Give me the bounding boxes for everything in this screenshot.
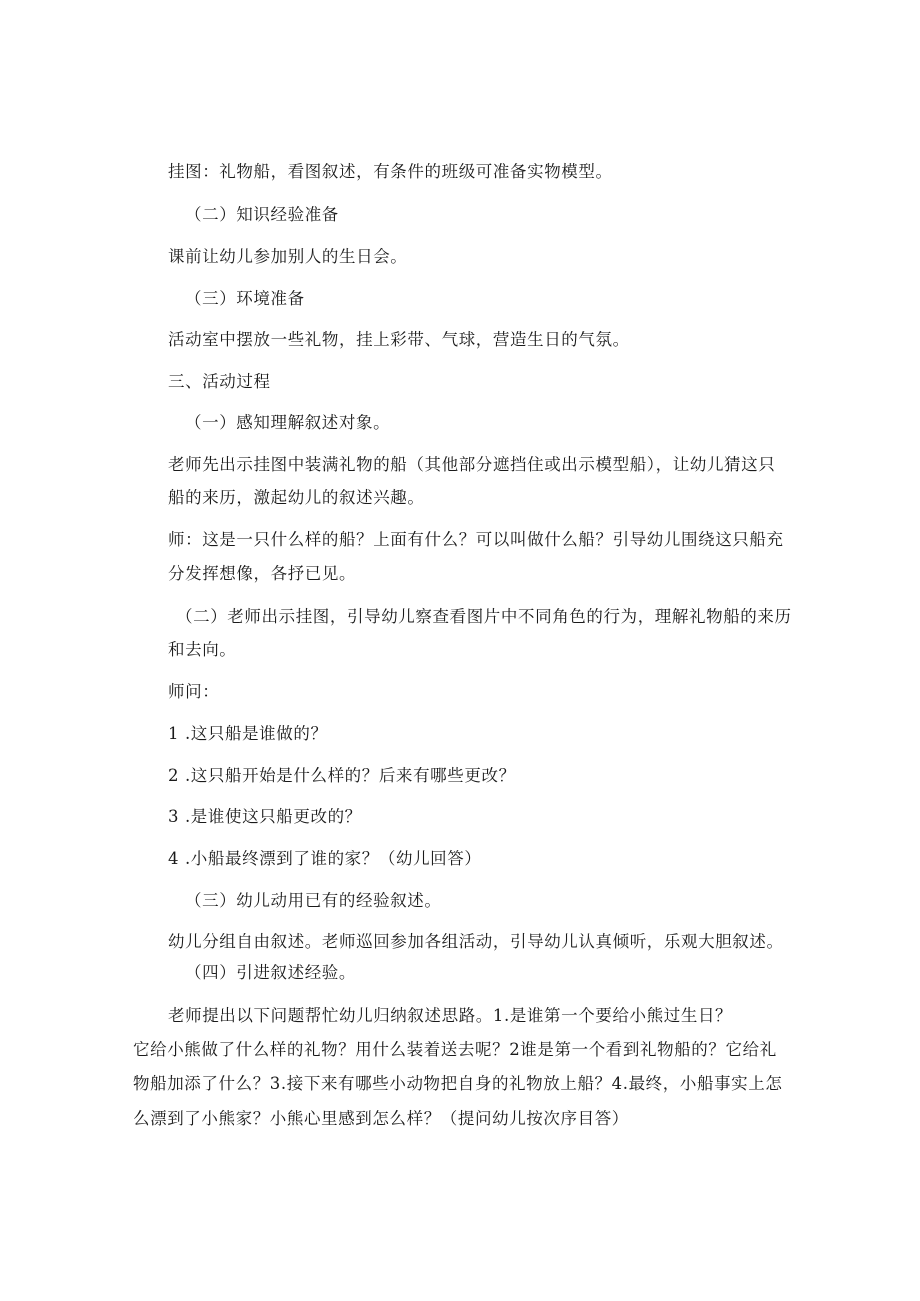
heading-step-2-line-1: （二）老师出示挂图，引导幼儿察查看图片中不同角色的行为，理解礼物船的来历 bbox=[176, 607, 792, 626]
list-item-2: 2 .这只船开始是什么样的？后来有哪些更改？ bbox=[168, 766, 516, 785]
para-step-4-line-4: 么漂到了小熊家？小熊心里感到怎么样？（提问幼儿按次序目答） bbox=[133, 1109, 629, 1128]
list-item-4: 4 .小船最终漂到了谁的家？（幼儿回答） bbox=[168, 849, 482, 868]
para-step-3: 幼儿分组自由叙述。老师巡回参加各组活动，引导幼儿认真倾听，乐观大胆叙述。 bbox=[168, 932, 784, 951]
heading-activity-process: 三、活动过程 bbox=[168, 372, 271, 391]
heading-knowledge-prep: （二）知识经验准备 bbox=[185, 205, 339, 224]
para-materials: 挂图：礼物船，看图叙述，有条件的班级可准备实物模型。 bbox=[168, 162, 613, 181]
label-teacher-asks: 师问： bbox=[168, 682, 220, 701]
para-step-1-line-1: 老师先出示挂图中装满礼物的船（其他部分遮挡住或出示模型船），让幼儿猜这只 bbox=[168, 455, 776, 474]
heading-step-3: （三）幼儿动用已有的经验叙述。 bbox=[185, 891, 442, 910]
heading-step-1: （一）感知理解叙述对象。 bbox=[185, 413, 391, 432]
para-step-4-line-2: 它给小熊做了什么样的礼物？用什么装着送去呢？2谁是第一个看到礼物船的？它给礼 bbox=[133, 1040, 777, 1059]
heading-step-2-line-2: 和去向。 bbox=[168, 640, 237, 659]
para-teacher-question-line-2: 分发挥想像，各抒已见。 bbox=[168, 564, 357, 583]
heading-environment-prep: （三）环境准备 bbox=[185, 289, 305, 308]
para-step-4-line-1: 老师提出以下问题帮忙幼儿归纳叙述思路。1.是谁第一个要给小熊过生日？ bbox=[168, 1006, 733, 1025]
para-teacher-question-line-1: 师：这是一只什么样的船？上面有什么？可以叫做什么船？引导幼儿围绕这只船充 bbox=[168, 530, 784, 549]
para-environment-prep: 活动室中摆放一些礼物，挂上彩带、气球，营造生日的气氛。 bbox=[168, 330, 630, 349]
list-item-1: 1 .这只船是谁做的？ bbox=[168, 724, 328, 743]
para-step-1-line-2: 船的来历，激起幼儿的叙述兴趣。 bbox=[168, 488, 425, 507]
heading-step-4: （四）引进叙述经验。 bbox=[185, 963, 356, 982]
para-knowledge-prep: 课前让幼儿参加别人的生日会。 bbox=[168, 247, 408, 266]
list-item-3: 3 .是谁使这只船更改的？ bbox=[168, 807, 362, 826]
para-step-4-line-3: 物船加添了什么？3.接下来有哪些小动物把自身的礼物放上船？4.最终，小船事实上怎 bbox=[133, 1074, 783, 1093]
